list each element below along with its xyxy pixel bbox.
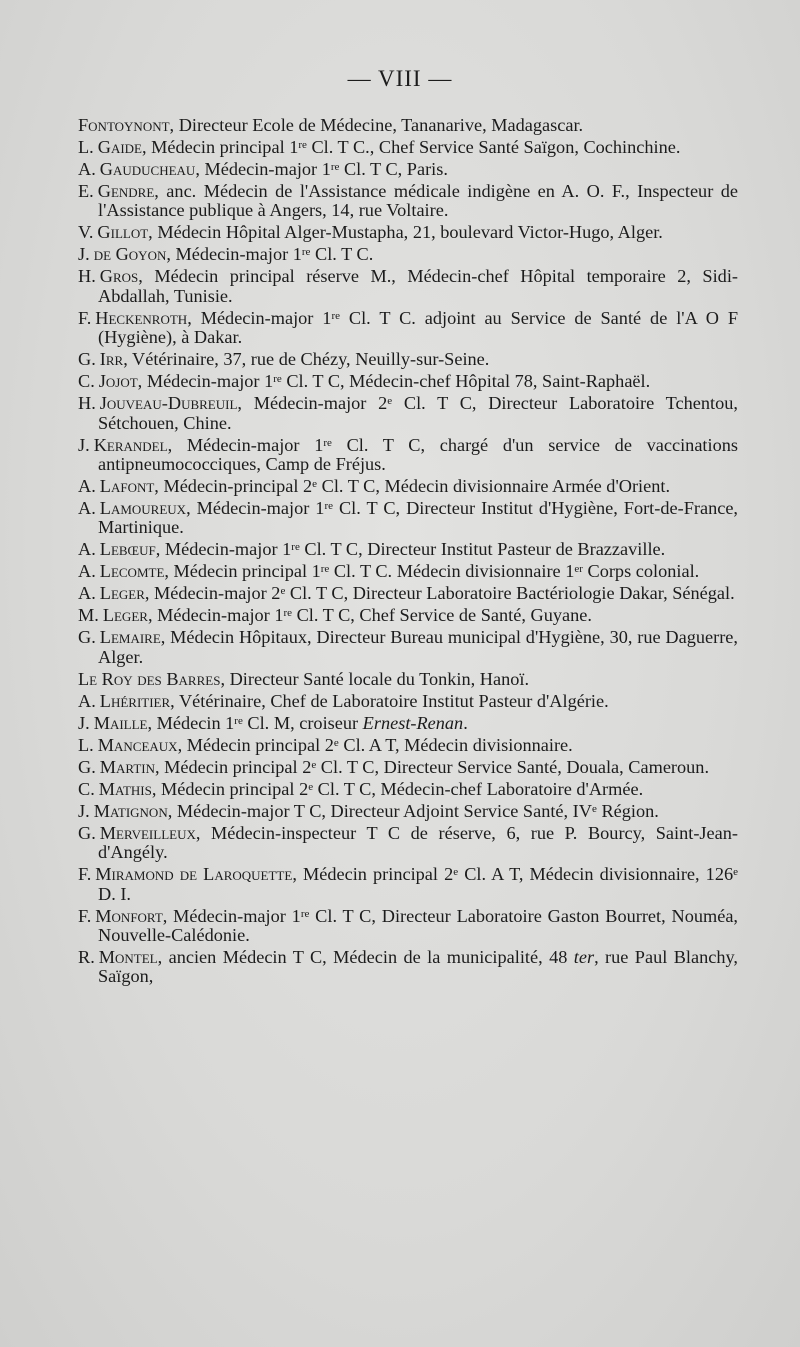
entry-description: , Médecin principal réserve M., Médecin-chef Hôpital temporaire 2, Sidi-Abdallah, Tunisie. — [98, 266, 738, 306]
entry-name: Merveilleux — [99, 822, 196, 843]
entry-name: Maille — [93, 712, 148, 733]
entry-initial: G. — [78, 627, 96, 648]
entry-name: Irr — [99, 349, 124, 370]
entry-description: , Médecin-major T C, Directeur Adjoint Service Santé, IVe Région. — [167, 800, 659, 821]
entry-name: Mathis — [98, 778, 152, 799]
list-item — [78, 628, 738, 667]
list-item — [78, 245, 738, 264]
entry-initial: A. — [78, 476, 96, 497]
entry-initial: A. — [78, 539, 96, 560]
entry-description: , Médecin principal 2e Cl. T C, Médecin-chef Laboratoire d'Armée. — [151, 778, 644, 799]
entry-initial: C. — [78, 371, 95, 392]
entry-description: , Médecin-major 1re Cl. T C, Médecin-chef Hôpital 78, Saint-Raphaël. — [137, 371, 651, 392]
entry-description: , Médecin-major 1re Cl. T C. — [166, 244, 374, 265]
entry-initial: E. — [78, 181, 94, 201]
entry-description: , Médecin-major 1re Cl. T C, chargé d'un service de vaccinations antipneumococciques, Camp de Fréjus. — [98, 434, 738, 475]
entry-name: Lafont — [99, 476, 155, 497]
entry-name: Gaide — [97, 137, 142, 157]
list-item — [78, 802, 738, 821]
entry-description: , Directeur Santé locale du Tonkin, Hanoï. — [220, 668, 530, 689]
entry-description: , Médecin-major 1re Cl. T C, Directeur Institut Pasteur de Brazzaville. — [155, 539, 666, 560]
list-item — [78, 584, 738, 603]
list-item — [78, 562, 738, 581]
entry-description: , Médecin Hôpitaux, Directeur Bureau municipal d'Hygiène, 30, rue Daguerre, Alger. — [98, 627, 738, 667]
entry-description: , Médecin-inspecteur T C de réserve, 6, rue P. Bourcy, Saint-Jean-d'Angély. — [98, 822, 738, 863]
entry-name: Miramond de Laroquette — [95, 864, 293, 885]
page-number-header: — VIII — — [347, 66, 453, 91]
entry-initial: A. — [78, 690, 96, 711]
list-item — [78, 499, 738, 538]
entry-name: Jouveau-Dubreuil — [99, 393, 238, 414]
entry-initial: R. — [78, 947, 95, 968]
entry-initial: L. — [78, 734, 94, 755]
entry-initial: G. — [78, 822, 96, 843]
entry-description: , Vétérinaire, Chef de Laboratoire Institut Pasteur d'Algérie. — [170, 690, 609, 711]
entry-initial: J. — [78, 712, 90, 733]
entry-initial: A. — [78, 583, 96, 604]
entry-name: Kerandel — [93, 434, 168, 455]
entry-name: de Goyon — [93, 244, 167, 265]
entry-description: , Médecin principal 1re Cl. T C. Médecin divisionnaire 1er Corps colonial. — [164, 561, 700, 582]
entry-description: , Médecin-major 1re Cl. T C, Directeur Laboratoire Gaston Bourret, Nouméa, Nouvelle-Calédonie. — [98, 905, 738, 946]
entry-description: , Médecin 1re Cl. M, croiseur Ernest-Renan. — [147, 712, 468, 733]
entry-name: Leger — [99, 583, 145, 604]
entry-name: Fontoynont — [78, 115, 170, 135]
entry-initial: G. — [78, 756, 96, 777]
list-item — [78, 223, 738, 242]
entry-name: Martin — [99, 756, 155, 777]
entry-name: Lecomte — [99, 561, 165, 582]
entry-initial: A. — [78, 159, 96, 179]
entry-description: , Médecin Hôpital Alger-Mustapha, 21, boulevard Victor-Hugo, Alger. — [148, 222, 663, 243]
entry-name: Montel — [98, 947, 158, 968]
list-item — [78, 865, 738, 904]
entry-initial: H. — [78, 393, 96, 414]
list-item — [78, 758, 738, 777]
entry-initial: C. — [78, 778, 95, 799]
entry-description: , Médecin-principal 2e Cl. T C, Médecin divisionnaire Armée d'Orient. — [154, 476, 671, 497]
entry-name: Gendre — [97, 181, 155, 201]
entry-description: , Médecin principal 2e Cl. A T, Médecin divisionnaire. — [177, 734, 573, 755]
entry-description: , Médecin principal 2e Cl. T C, Directeur Service Santé, Douala, Cameroun. — [154, 756, 710, 777]
entry-description: , Médecin-major 2e Cl. T C, Directeur Laboratoire Tchentou, Sétchouen, Chine. — [98, 393, 738, 433]
list-item — [78, 692, 738, 711]
entry-name: Jojot — [98, 371, 138, 392]
entry-name: Matignon — [93, 800, 168, 821]
entry-initial: F. — [78, 905, 92, 926]
entry-description: , ancien Médecin T C, Médecin de la municipalité, 48 ter, rue Paul Blanchy, Saïgon, — [98, 947, 738, 987]
list-item — [78, 540, 738, 559]
entry-name: Lebœuf — [99, 539, 156, 560]
entry-initial: J. — [78, 434, 90, 455]
entry-initial: L. — [78, 137, 94, 157]
entry-name: Monfort — [95, 905, 163, 926]
entry-description: , Médecin-major 1re Cl. T C. adjoint au Service de Santé de l'A O F (Hygiène), à Dakar. — [98, 307, 738, 348]
list-item — [78, 436, 738, 475]
entry-description: , Médecin-major 2e Cl. T C, Directeur Laboratoire Bactériologie Dakar, Sénégal. — [144, 583, 735, 604]
list-item — [78, 138, 738, 157]
entry-initial: J. — [78, 800, 90, 821]
member-list — [78, 116, 738, 989]
list-item — [78, 780, 738, 799]
entry-name: Lhéritier — [99, 690, 171, 711]
list-item — [78, 606, 738, 625]
list-item — [78, 182, 738, 221]
entry-description: , anc. Médecin de l'Assistance médicale indigène en A. O. F., Inspecteur de l'Assistance publique à Angers, 14, rue Voltaire. — [98, 181, 738, 221]
list-item — [78, 394, 738, 433]
entry-name: Gauducheau — [99, 159, 196, 179]
entry-initial: F. — [78, 307, 92, 328]
entry-description: , Directeur Ecole de Médecine, Tananarive, Madagascar. — [169, 115, 584, 135]
entry-initial: J. — [78, 244, 90, 265]
entry-name: Lemaire — [99, 627, 161, 648]
entry-initial: H. — [78, 266, 96, 287]
list-item — [78, 948, 738, 987]
entry-initial: A. — [78, 561, 96, 582]
entry-initial: V. — [78, 222, 94, 243]
entry-name: Gillot — [97, 222, 149, 243]
list-item — [78, 350, 738, 369]
entry-description: , Médecin-major 1re Cl. T C, Chef Service de Santé, Guyane. — [147, 605, 592, 626]
entry-description: , Vétérinaire, 37, rue de Chézy, Neuilly-sur-Seine. — [123, 349, 490, 370]
list-item — [78, 907, 738, 946]
list-item — [78, 372, 738, 391]
entry-name: Leger — [102, 605, 148, 626]
list-item — [78, 736, 738, 755]
list-item — [78, 670, 738, 689]
list-item — [78, 160, 738, 179]
list-item — [78, 267, 738, 306]
entry-initial: G. — [78, 349, 96, 370]
list-item — [78, 309, 738, 348]
entry-description: , Médecin-major 1re Cl. T C, Paris. — [195, 159, 448, 179]
entry-initial: F. — [78, 864, 92, 885]
list-item — [78, 116, 738, 135]
list-item — [78, 477, 738, 496]
entry-initial: M. — [78, 605, 99, 626]
entry-description: , Médecin principal 2e Cl. A T, Médecin divisionnaire, 126e D. I. — [98, 864, 738, 904]
entry-description: , Médecin principal 1re Cl. T C., Chef Service Santé Saïgon, Cochinchine. — [142, 137, 681, 157]
entry-name: Heckenroth — [95, 307, 188, 328]
list-item — [78, 714, 738, 733]
entry-name: Manceaux — [97, 734, 178, 755]
entry-name: Gros — [99, 266, 139, 287]
entry-initial: A. — [78, 498, 96, 519]
entry-name: Lamoureux — [99, 498, 187, 519]
entry-name: Le Roy des Barres — [78, 668, 221, 689]
entry-description: , Médecin-major 1re Cl. T C, Directeur Institut d'Hygiène, Fort-de-France, Martinique. — [98, 498, 739, 538]
list-item — [78, 824, 738, 863]
